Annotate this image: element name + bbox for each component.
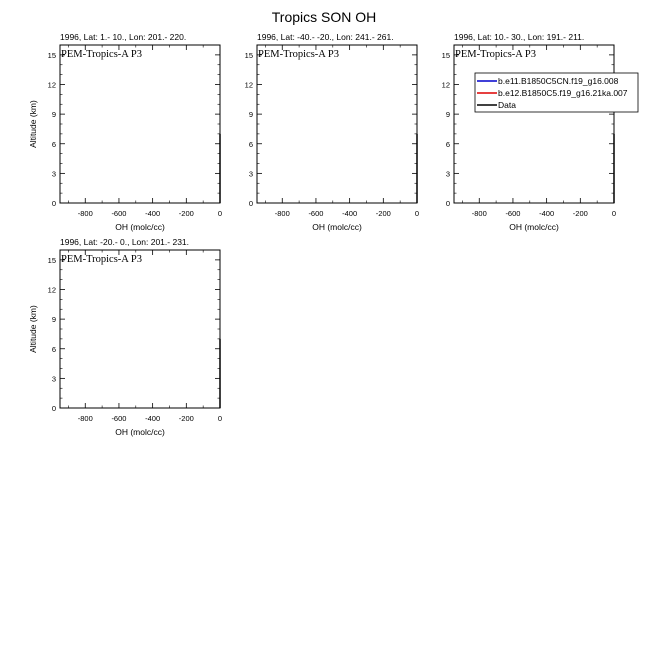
x-axis-label: OH (molc/cc) bbox=[312, 222, 362, 232]
legend-label: Data bbox=[498, 100, 516, 110]
y-tick-label: 0 bbox=[248, 199, 253, 208]
y-tick-label: 0 bbox=[51, 199, 56, 208]
y-tick-label: 6 bbox=[51, 344, 56, 354]
plot-frame bbox=[60, 45, 220, 203]
panel-subtitle: 1996, Lat: 10.- 30., Lon: 191.- 211. bbox=[454, 32, 585, 42]
y-tick-label: 3 bbox=[248, 169, 253, 179]
y-tick-label: 15 bbox=[47, 50, 56, 60]
panel-subtitle: 1996, Lat: -40.- -20., Lon: 241.- 261. bbox=[257, 32, 394, 42]
x-tick-label: -800 bbox=[77, 209, 93, 218]
y-tick-label: 9 bbox=[51, 315, 56, 325]
y-tick-label: 0 bbox=[445, 199, 450, 208]
y-tick-label: 3 bbox=[51, 169, 56, 179]
y-tick-label: 9 bbox=[445, 110, 450, 120]
y-tick-label: 12 bbox=[244, 80, 253, 90]
x-axis-label: OH (molc/cc) bbox=[115, 222, 165, 232]
panel-3 bbox=[442, 32, 616, 232]
panel-subtitle: 1996, Lat: 1.- 10., Lon: 201.- 220. bbox=[60, 32, 187, 42]
x-tick-label: -600 bbox=[505, 209, 521, 218]
legend-label: b.e12.B1850C5.f19_g16.21ka.007 bbox=[498, 88, 628, 98]
x-tick-label: 0 bbox=[414, 209, 420, 218]
panel-2 bbox=[245, 32, 419, 232]
figure-title: Tropics SON OH bbox=[271, 9, 377, 25]
y-tick-label: 3 bbox=[51, 374, 56, 384]
panel-4 bbox=[28, 237, 222, 437]
x-tick-label: -400 bbox=[145, 414, 161, 423]
x-tick-label: -800 bbox=[77, 414, 93, 423]
x-tick-label: 0 bbox=[217, 414, 223, 423]
plot-frame bbox=[60, 250, 220, 408]
y-tick-label: 15 bbox=[244, 50, 253, 60]
x-tick-label: -800 bbox=[274, 209, 290, 218]
y-tick-label: 9 bbox=[51, 110, 56, 120]
campaign-label: PEM-Tropics-A P3 bbox=[61, 254, 143, 265]
x-tick-label: -800 bbox=[471, 209, 487, 218]
y-tick-label: 12 bbox=[47, 285, 56, 295]
plot-frame bbox=[257, 45, 417, 203]
y-tick-label: 12 bbox=[47, 80, 56, 90]
x-axis-label: OH (molc/cc) bbox=[115, 427, 165, 437]
plot-frame bbox=[454, 45, 614, 203]
y-tick-label: 6 bbox=[445, 139, 450, 149]
legend bbox=[475, 73, 638, 112]
x-tick-label: -200 bbox=[178, 209, 194, 218]
campaign-label: PEM-Tropics-A P3 bbox=[455, 49, 537, 60]
y-tick-label: 9 bbox=[248, 110, 253, 120]
x-tick-label: -400 bbox=[539, 209, 555, 218]
y-tick-label: 0 bbox=[51, 404, 56, 413]
y-tick-label: 3 bbox=[445, 169, 450, 179]
panel-subtitle: 1996, Lat: -20.- 0., Lon: 201.- 231. bbox=[60, 237, 190, 247]
y-tick-label: 12 bbox=[441, 80, 450, 90]
x-tick-label: -200 bbox=[178, 414, 194, 423]
x-axis-label: OH (molc/cc) bbox=[509, 222, 559, 232]
legend-label: b.e11.B1850C5CN.f19_g16.008 bbox=[498, 76, 619, 86]
y-axis-label: Altitude (km) bbox=[28, 305, 38, 353]
campaign-label: PEM-Tropics-A P3 bbox=[258, 49, 340, 60]
y-tick-label: 6 bbox=[248, 139, 253, 149]
y-tick-label: 6 bbox=[51, 139, 56, 149]
x-tick-label: -600 bbox=[111, 414, 127, 423]
x-tick-label: 0 bbox=[217, 209, 223, 218]
x-tick-label: -200 bbox=[572, 209, 588, 218]
x-tick-label: -600 bbox=[111, 209, 127, 218]
x-tick-label: -200 bbox=[375, 209, 391, 218]
x-tick-label: -400 bbox=[145, 209, 161, 218]
y-tick-label: 15 bbox=[441, 50, 450, 60]
x-tick-label: -600 bbox=[308, 209, 324, 218]
y-axis-label: Altitude (km) bbox=[28, 100, 38, 148]
x-tick-label: 0 bbox=[611, 209, 617, 218]
campaign-label: PEM-Tropics-A P3 bbox=[61, 49, 143, 60]
y-tick-label: 15 bbox=[47, 255, 56, 265]
x-tick-label: -400 bbox=[342, 209, 358, 218]
panel-1 bbox=[28, 32, 222, 232]
